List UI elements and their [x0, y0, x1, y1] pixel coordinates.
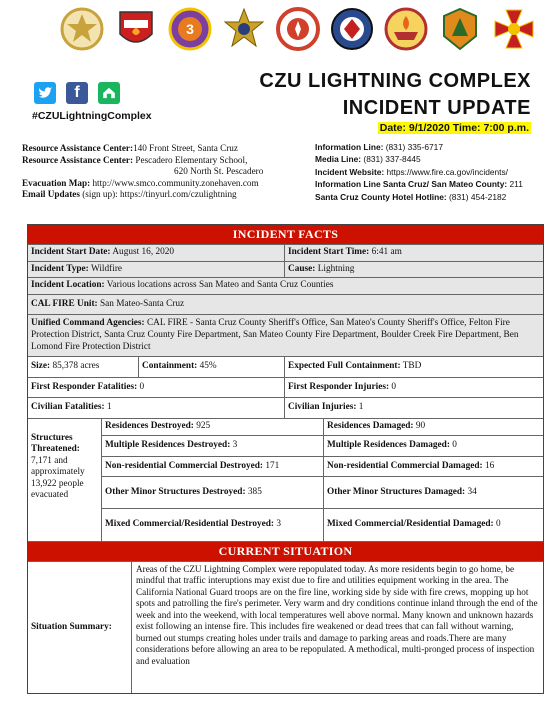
cal-fire-badge-icon — [114, 6, 158, 52]
info-sc-label: Information Line Santa Cruz/ San Mateo County: — [315, 179, 508, 190]
email-updates-link[interactable]: https://tinyurl.com/czulightning — [120, 189, 237, 200]
s0-l-label: Residences Destroyed: — [105, 421, 194, 432]
rac2-value: Pescadero Elementary School, — [135, 154, 248, 165]
rac1-label: Resource Assistance Center: — [22, 143, 134, 153]
size-value: 85,378 acres — [52, 361, 100, 372]
structures-row — [102, 435, 543, 456]
type-value: Wildfire — [90, 263, 123, 274]
hotel-hotline-value: (831) 454-2182 — [449, 191, 507, 202]
row-type — [28, 261, 543, 278]
incident-website-link[interactable]: https://www.fire.ca.gov/incidents/ — [386, 166, 509, 177]
fire-district-patch-icon — [168, 6, 212, 52]
start-time-value: 6:41 am — [371, 247, 402, 257]
evac-label: Evacuation Map: — [22, 177, 91, 188]
page-subtitle: INCIDENT UPDATE — [342, 97, 531, 119]
s0-r-label: Residences Damaged: — [327, 421, 414, 432]
s4-r-label: Mixed Commercial/Residential Damaged: — [327, 519, 494, 530]
expected-containment-value: TBD — [402, 361, 422, 372]
s2-r-value: 16 — [484, 460, 495, 471]
s4-l-value: 3 — [276, 519, 282, 530]
media-line-value: (831) 337-8445 — [363, 154, 421, 165]
structures-label: Structures Threatened: — [31, 432, 80, 455]
row-location — [28, 277, 543, 294]
twitter-icon[interactable] — [34, 82, 56, 104]
containment-value: 45% — [199, 361, 217, 372]
resource-info — [22, 143, 312, 201]
info-line-value: (831) 335-6717 — [385, 142, 443, 152]
contact-info — [315, 141, 555, 203]
date-value: 9/1/2020 — [408, 122, 450, 134]
s2-l-value: 171 — [265, 460, 280, 471]
rac1-value: 140 Front Street, Santa Cruz — [133, 143, 238, 153]
facebook-icon[interactable]: f — [66, 82, 88, 104]
location-label: Incident Location: — [31, 280, 105, 291]
size-label: Size: — [31, 361, 51, 372]
structures-row — [102, 419, 543, 435]
start-date-value: August 16, 2020 — [112, 247, 175, 257]
s2-r-label: Non-residential Commercial Damaged: — [327, 460, 483, 471]
time-label: Time: — [452, 122, 481, 134]
agency-badges-row — [60, 6, 530, 58]
situation-summary-text: Areas of the CZU Lightning Complex were repopulated today. As more residents begin to go home, be mindful that traffic interuptions may exist due to fire and utilities equipment working in the area. The California National Guard troops are on the fire line, working side by side with fire crews, mopping up hot spots and patrolling the fire's perimeter. Very warm and dry conditions continue inland through the end of the week and into the weekend, with local temperatures well above normal. Many known and unknown hazards exist following an intense fire. This includes fire weakened or dead trees that can fall without warning, burned out stumps creating holes under trails and damage to parking areas and roads.There are many considerations before allowing an area to be repopulated. A methodical, multi-pronged process of inspection and evaluation — [131, 562, 543, 693]
email-label: Email Updates — [22, 189, 80, 200]
location-value: Various locations across San Mateo and Santa Cruz Counties — [106, 280, 334, 291]
website-label: Incident Website: — [315, 166, 385, 177]
cause-label: Cause: — [288, 263, 316, 274]
state-seal-icon — [60, 6, 104, 52]
start-time-label: Incident Start Time: — [288, 247, 370, 257]
structures-row — [102, 456, 543, 476]
county-seal-icon — [330, 6, 374, 52]
row-civilian — [28, 397, 543, 418]
s3-l-label: Other Minor Structures Destroyed: — [105, 486, 246, 497]
s3-r-value: 34 — [467, 486, 477, 497]
incident-facts-heading: INCIDENT FACTS — [28, 225, 543, 244]
hotel-hotline-label: Santa Cruz County Hotel Hotline: — [315, 191, 447, 202]
rac2-label: Resource Assistance Center: — [22, 154, 134, 165]
info-sc-value: 211 — [509, 179, 523, 190]
civ-injuries-label: Civilian Injuries: — [288, 402, 357, 413]
structures-grid — [101, 419, 543, 541]
structures-section — [28, 418, 543, 541]
agencies-label: Unified Command Agencies: — [31, 318, 145, 329]
time-value: 7:00 p.m. — [483, 122, 529, 134]
current-situation-heading: CURRENT SITUATION — [28, 541, 543, 561]
unit-value: San Mateo-Santa Cruz — [99, 298, 185, 309]
rac2-value-line2: 620 North St. Pescadero — [174, 166, 264, 177]
s3-l-value: 385 — [247, 486, 262, 497]
s4-l-label: Mixed Commercial/Residential Destroyed: — [105, 519, 275, 530]
fire-protection-district-icon — [276, 6, 320, 52]
s1-l-value: 3 — [232, 440, 238, 451]
social-links — [34, 82, 120, 104]
date-label: Date: — [379, 122, 406, 134]
fr-injuries-label: First Responder Injuries: — [288, 381, 390, 392]
row-responder — [28, 377, 543, 398]
media-line-label: Media Line: — [315, 154, 362, 165]
s3-r-label: Other Minor Structures Damaged: — [327, 486, 466, 497]
row-unit — [28, 294, 543, 315]
structures-threatened — [28, 419, 101, 541]
fr-fatalities-value: 0 — [139, 381, 145, 392]
email-paren: (sign up): — [82, 189, 118, 200]
situation-section — [28, 561, 543, 693]
nextdoor-icon[interactable] — [98, 82, 120, 104]
type-label: Incident Type: — [31, 263, 89, 274]
maltese-cross-icon — [492, 6, 536, 52]
s2-l-label: Non-residential Commercial Destroyed: — [105, 460, 264, 471]
s1-r-label: Multiple Residences Damaged: — [327, 440, 450, 451]
civ-fatalities-label: Civilian Fatalities: — [31, 402, 105, 413]
fire-department-patch-icon — [384, 6, 428, 52]
sheriff-star-icon — [222, 6, 266, 52]
update-date-time — [378, 122, 531, 134]
row-agencies — [28, 314, 543, 356]
s4-r-value: 0 — [495, 519, 501, 530]
structures-threatened-text: 7,171 and approximately 13,922 people evacuated — [31, 455, 85, 500]
row-start — [28, 244, 543, 261]
situation-summary-label: Situation Summary: — [31, 622, 112, 633]
row-size — [28, 356, 543, 377]
containment-label: Containment: — [142, 361, 198, 372]
fr-fatalities-label: First Responder Fatalities: — [31, 381, 138, 392]
start-date-label: Incident Start Date: — [31, 247, 111, 257]
boulder-creek-patch-icon — [438, 6, 482, 52]
civ-injuries-value: 1 — [358, 402, 364, 413]
info-line-label: Information Line: — [315, 142, 384, 152]
page-title: CZU LIGHTNING COMPLEX — [259, 70, 531, 92]
evac-map-link[interactable]: http://www.smco.community.zonehaven.com — [92, 177, 259, 188]
hashtag: #CZULightningComplex — [32, 110, 152, 122]
civ-fatalities-value: 1 — [106, 402, 112, 413]
s1-l-label: Multiple Residences Destroyed: — [105, 440, 231, 451]
expected-containment-label: Expected Full Containment: — [288, 361, 401, 372]
svg-text:3: 3 — [186, 21, 194, 37]
structures-row — [102, 476, 543, 508]
cause-value: Lightning — [317, 263, 355, 274]
fr-injuries-value: 0 — [391, 381, 397, 392]
s1-r-value: 0 — [452, 440, 457, 451]
s0-l-value: 925 — [196, 421, 211, 432]
s0-r-value: 90 — [415, 421, 426, 432]
unit-label: CAL FIRE Unit: — [31, 298, 98, 309]
incident-table — [27, 224, 544, 694]
agencies-value: CAL FIRE - Santa Cruz County Sheriff's Office, San Mateo's County Sheriff's Office, Felton Fire Protection District, Santa Cruz County Fire Department, San Mateo County Fire Department, Boulder Creek Fire Department, Ben Lomond Fire Protection District — [31, 318, 519, 352]
structures-row — [102, 508, 543, 541]
